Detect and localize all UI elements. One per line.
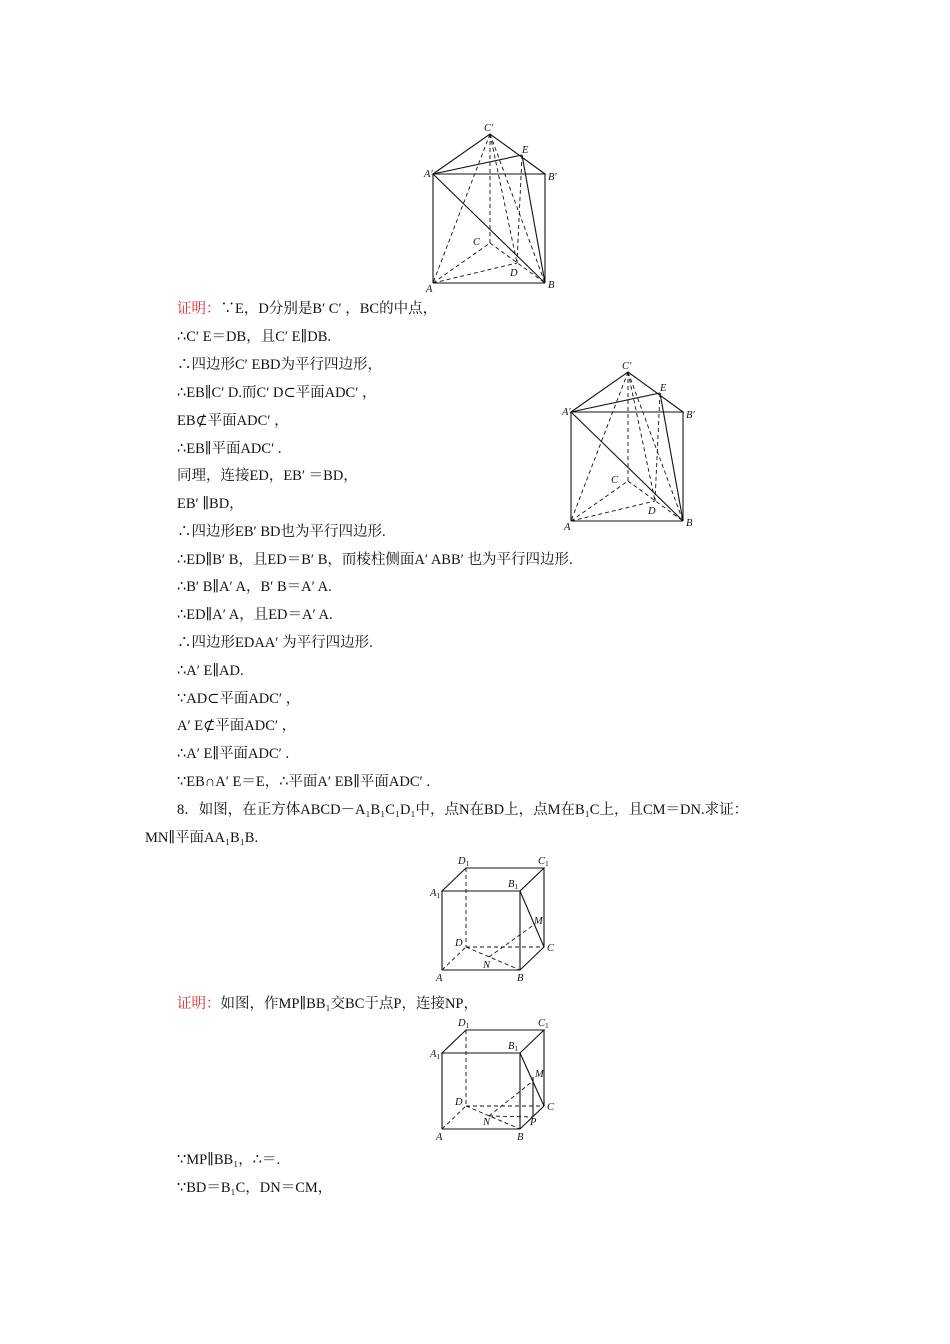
label-d: D (648, 506, 656, 517)
segment-c1d (490, 134, 517, 263)
label-e: E (522, 145, 529, 156)
label-b: B (517, 973, 524, 984)
label-d: D (455, 1097, 463, 1108)
top-face (442, 868, 544, 891)
label-a1: A′ (424, 169, 433, 180)
label-b1: B (508, 879, 515, 890)
proof1-line: ∴ED∥B′ B，且ED＝B′ B，而棱柱侧面A′ ABB′ 也为平行四边形. (177, 552, 573, 568)
label-a1: A′ (562, 407, 571, 418)
proof1-line: ∴EB∥平面ADC′ . (177, 441, 282, 457)
diagonal-bd (466, 947, 520, 970)
segment-mn (489, 924, 535, 957)
problem8-statement-cont: MN∥平面AA₁B₁B. (145, 830, 259, 846)
edge-ad (442, 947, 466, 970)
subscript: 1 (465, 1021, 470, 1030)
label-a: A (436, 973, 443, 984)
proof1-line: ∴A′ E∥AD. (177, 663, 244, 679)
svg-text:C1 (538, 1018, 549, 1030)
label-a: A (564, 522, 571, 532)
edge-ac (571, 481, 628, 521)
label-a: A (436, 1132, 443, 1143)
proof1-line: ∵AD⊂平面ADC′ ， (177, 691, 301, 707)
proof1-line: EB′ ∥BD， (177, 496, 244, 512)
label-n: N (483, 1117, 491, 1128)
proof2-line: ∵BD＝B₁C，DN＝CM， (177, 1180, 333, 1196)
proof-label: 证明： (177, 996, 221, 1012)
proof-label: 证明： (177, 301, 221, 317)
subscript: 1 (436, 891, 441, 900)
subscript: 1 (545, 1021, 549, 1030)
proof1-line: ∴ED∥A′ A，且ED＝A′ A. (177, 607, 333, 623)
prism-figure-2 (556, 356, 706, 532)
proof2-construction: 如图，作MP∥BB₁交BC于点P，连接NP， (220, 996, 478, 1012)
proof1-line: 同理，连接ED，EB′ ＝BD， (177, 468, 358, 484)
segment-ad (571, 501, 655, 521)
segment-c1a (433, 134, 490, 283)
proof1-premise: ∵E，D分别是B′ C′ ，BC的中点， (220, 301, 438, 317)
svg-text:D1 (457, 856, 470, 868)
cube-figure-1 (422, 852, 562, 988)
edge-ad (442, 1106, 466, 1129)
edge-ac (433, 243, 490, 283)
label-c1: C (538, 856, 546, 867)
label-a: A (426, 284, 433, 294)
proof1-line: ∵EB∩A′ E＝E，∴平面A′ EB∥平面ADC′ . (177, 774, 430, 790)
label-d: D (510, 268, 518, 279)
label-c1: C (538, 1018, 546, 1029)
proof2-first-line (177, 994, 478, 1014)
proof1-line: ∴EB∥C′ D.而C′ D⊂平面ADC′ ， (177, 385, 377, 401)
proof2-line: ∵MP∥BB₁，∴＝. (177, 1152, 281, 1168)
svg-text:B1 (508, 879, 518, 891)
problem8-statement: 8．如图，在正方体ABCD－A₁B₁C₁D₁中，点N在BD上，点M在B₁C上，且CM＝DN.求证： (177, 802, 749, 818)
svg-text:A1 (429, 1049, 440, 1061)
top-face (442, 1030, 544, 1053)
svg-text:C1 (538, 856, 549, 868)
label-d1: D (458, 1018, 466, 1029)
label-m: M (535, 1069, 544, 1080)
segment-ad (433, 263, 517, 283)
label-b: B (686, 518, 693, 529)
proof1-line: ∴B′ B∥A′ A，B′ B＝A′ A. (177, 579, 332, 595)
label-m: M (534, 916, 543, 927)
proof1-line: ∴四边形EB′ BD也为平行四边形. (177, 524, 386, 540)
segment-c1a (571, 372, 628, 521)
proof1-first-line (177, 299, 437, 319)
proof1-line: ∴C′ E＝DB，且C′ E∥DB. (177, 329, 331, 345)
label-a1: A (430, 1049, 437, 1060)
label-c1: C′ (484, 123, 494, 134)
subscript: 1 (545, 859, 549, 868)
label-b1: B′ (686, 410, 695, 421)
diagonal-bd (466, 1106, 520, 1129)
subscript: 1 (514, 882, 519, 891)
svg-text:A1 (429, 888, 440, 900)
label-b1: B (508, 1041, 515, 1052)
segment-np (489, 1116, 533, 1117)
subscript: 1 (514, 1044, 519, 1053)
label-c: C (547, 943, 555, 954)
cube-figure-2 (422, 1017, 562, 1147)
subscript: 1 (436, 1052, 441, 1061)
label-c: C (611, 475, 619, 486)
label-c1: C′ (622, 361, 632, 372)
svg-text:B1 (508, 1041, 518, 1053)
prism-figure-1 (418, 118, 568, 294)
svg-text:D1 (457, 1018, 470, 1030)
label-b1: B′ (548, 172, 557, 183)
segment-c1d (628, 372, 655, 501)
label-c: C (547, 1102, 555, 1113)
label-e: E (660, 383, 667, 394)
label-b: B (548, 280, 555, 291)
subscript: 1 (465, 859, 470, 868)
proof1-line: EB⊄平面ADC′ ， (177, 413, 289, 429)
label-b: B (517, 1132, 524, 1143)
proof1-line: ∴四边形C′ EBD为平行四边形， (177, 357, 382, 373)
label-d: D (455, 938, 463, 949)
label-c: C (473, 237, 481, 248)
segment-mn (489, 1081, 533, 1116)
label-n: N (483, 960, 491, 971)
label-a1: A (430, 888, 437, 899)
proof1-line: ∴A′ E∥平面ADC′ . (177, 746, 290, 762)
proof1-line: ∴四边形EDAA′ 为平行四边形. (177, 635, 373, 651)
proof1-line: A′ E⊄平面ADC′ ， (177, 718, 297, 734)
label-d1: D (458, 856, 466, 867)
edge-bc (520, 947, 544, 970)
label-p: P (530, 1117, 537, 1128)
